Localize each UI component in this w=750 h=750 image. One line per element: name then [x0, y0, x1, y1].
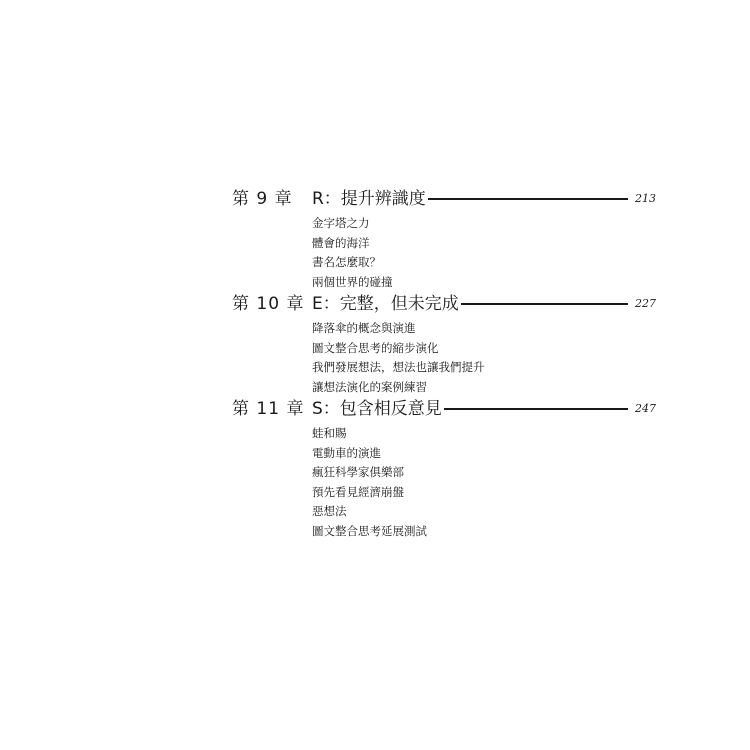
section-item: 書名怎麼取？ [312, 255, 381, 269]
section-item: 圖文整合思考的縮步演化 [312, 340, 439, 355]
chapter-title: E：完整，但未完成 [312, 294, 459, 314]
section-item: 電動車的演進 [312, 445, 381, 460]
section-list [312, 319, 656, 397]
chapter-number: 第 9 章 [232, 189, 293, 209]
section-list [312, 214, 656, 292]
chapter-title: S：包含相反意見 [312, 399, 442, 419]
chapter-number: 第 11 章 [232, 399, 305, 419]
section-item: 瘋狂科學家俱樂部 [312, 465, 404, 479]
section-item: 我們發展想法，想法也讓我們提升 [312, 360, 485, 374]
section-item: 金字塔之力 [312, 216, 370, 230]
chapter-number: 第 10 章 [232, 294, 305, 314]
chapter-9 [232, 188, 656, 292]
chapter-heading [232, 188, 656, 210]
chapter-heading [232, 293, 656, 315]
section-item: 降落傘的概念與演進 [312, 321, 416, 335]
leader-line [461, 303, 628, 305]
chapter-heading [232, 398, 656, 420]
page-number: 247 [635, 402, 656, 415]
section-item: 兩個世界的碰撞 [312, 274, 393, 289]
section-item: 惡想法 [312, 504, 347, 518]
chapter-11 [232, 398, 656, 541]
section-item: 體會的海洋 [312, 235, 370, 250]
leader-line [428, 198, 628, 200]
page-number: 227 [635, 297, 656, 310]
section-item: 圖文整合思考延展測試 [312, 523, 427, 538]
leader-line [444, 408, 628, 410]
page-number: 213 [635, 192, 656, 205]
section-item: 讓想法演化的案例練習 [312, 379, 427, 394]
section-item: 預先看見經濟崩盤 [312, 484, 404, 499]
chapter-title: R：提升辨識度 [312, 189, 426, 209]
section-list [312, 424, 656, 541]
chapter-10 [232, 293, 656, 397]
section-item: 蛙和賜 [312, 426, 347, 440]
